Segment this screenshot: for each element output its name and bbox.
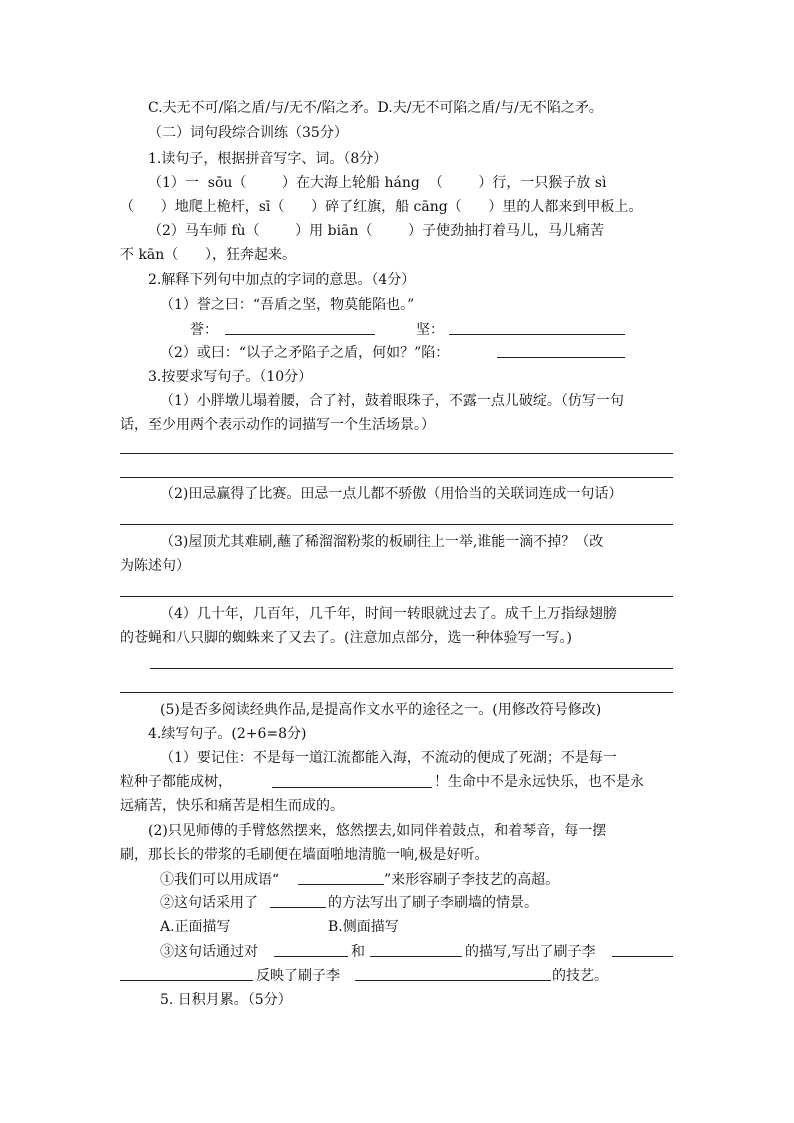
q4-sub-3-and: 和: [351, 944, 365, 960]
q4-sub-1-end: ”来形容刷子李技艺的高超。: [384, 872, 560, 888]
q4-sub-3-mid: 的描写,写出了刷子李: [465, 944, 596, 960]
q4-item-1c: 远痛苦，快乐和痛苦是相生而成的。: [120, 798, 344, 814]
q3-item-5: (5)是否多阅读经典作品,是提高作文水平的途径之一。(用修改符号修改): [160, 702, 602, 718]
q4-sub-3-start: ③这句话通过对: [160, 944, 258, 960]
q3-item-3a: （3)屋顶尤其难刷,蘸了稀溜溜粉浆的板刷往上一举,谁能一滴不掉？（改: [160, 534, 604, 550]
q4-sub-2-start: ②这句话采用了: [160, 895, 258, 911]
option-a[interactable]: A.正面描写: [160, 919, 231, 935]
answer-line[interactable]: [120, 477, 673, 478]
answer-blank-4[interactable]: [120, 980, 253, 981]
question-1-title: 1.读句子，根据拼音写字、词。（8分）: [148, 151, 388, 167]
option-b[interactable]: B.侧面描写: [328, 919, 399, 935]
q4-sub-1-start: ①我们可以用成语“: [160, 872, 280, 888]
answer-blank-2[interactable]: [370, 956, 462, 957]
answer-blank-5[interactable]: [355, 980, 551, 981]
q4-sub-3-end: 的技艺。: [552, 968, 608, 984]
answer-line[interactable]: [120, 596, 673, 597]
answer-line[interactable]: [120, 524, 673, 525]
q1-sentence-1b: （ ）地爬上桅杆，sī（ ）碎了红旗，船 cāng（ ）里的人都来到甲板上。: [120, 199, 643, 215]
q4-sub-2-end: 的方法写出了刷子李刷墙的情景。: [328, 895, 538, 911]
answer-blank-1[interactable]: [274, 956, 348, 957]
answer-blank-idiom[interactable]: [298, 884, 384, 885]
question-3-title: 3.按要求写句子。（10分）: [148, 369, 313, 385]
answer-line[interactable]: [120, 692, 673, 693]
question-2-title: 2.解释下列句中加点的字词的意思。（4分）: [148, 272, 416, 288]
q3-item-1b: 话，至少用两个表示动作的词描写一个生活场景。）: [120, 417, 435, 433]
answer-blank-xian[interactable]: [497, 357, 625, 358]
q2-label-yu: 誉：: [190, 322, 218, 338]
q4-item-1b-end: ！生命中不是永远快乐，也不是永: [434, 774, 644, 790]
answer-blank-jian[interactable]: [449, 334, 625, 335]
option-c-d: C.夫无不可/陷之盾/与/无不/陷之矛。D.夫/无不可陷之盾/与/无不陷之矛。: [148, 100, 603, 116]
q4-item-1a: （1）要记住：不是每一道江流都能入海，不流动的便成了死湖；不是每一: [160, 750, 617, 766]
answer-blank-method[interactable]: [270, 907, 326, 908]
q4-passage-b: 刷，那长长的带浆的毛刷便在墙面啪地清脆一响,极是好听。: [120, 847, 489, 863]
q1-sentence-2b: 不 kān（ ），狂奔起来。: [120, 247, 296, 263]
q3-item-2: （2)田忌赢得了比赛。田忌一点儿都不骄傲（用恰当的关联词连成一句话）: [160, 486, 623, 502]
answer-line[interactable]: [120, 453, 673, 454]
q4-item-1b-start: 粒种子都能成树，: [120, 774, 232, 790]
section-heading: （二）词句段综合训练（35分）: [148, 125, 348, 141]
answer-blank-continuation[interactable]: [272, 787, 432, 788]
q3-item-1a: （1）小胖墩儿塌着腰，合了衬，鼓着眼珠子，不露一点儿破绽。（仿写一句: [160, 393, 624, 409]
question-5-title: 5. 日积月累。（5分）: [160, 992, 292, 1008]
q2-label-jian: 坚：: [416, 322, 444, 338]
q1-sentence-1a: （1）一 sōu（ ）在大海上轮船 háng （ ）行，一只猴子放 sì: [148, 175, 607, 191]
answer-blank-yu[interactable]: [225, 334, 375, 335]
q3-item-3b: 为陈述句）: [120, 558, 190, 574]
question-4-title: 4.续写句子。(2+6=8分): [148, 726, 307, 742]
q3-item-4a: （4）几十年，几百年，几千年，时间一转眼就过去了。成千上万指绿翅膀: [160, 606, 617, 622]
answer-line[interactable]: [150, 668, 673, 669]
q2-item-1: （1）誉之曰：“吾盾之坚，物莫能陷也。”: [160, 297, 415, 313]
answer-blank-3[interactable]: [612, 956, 673, 957]
q4-passage-a: (2)只见师傅的手臂悠然摆来，悠然摆去,如同伴着鼓点，和着琴音，每一摆: [148, 823, 607, 839]
q2-item-2: （2）或曰：“以子之矛陷子之盾，何如？”陷：: [160, 345, 450, 361]
q1-sentence-2a: （2）马车师 fù（ ）用 biān（ ）子使劲抽打着马儿，马儿痛苦: [148, 223, 605, 239]
q4-sub-3-reflect: 反映了刷子李: [256, 968, 340, 984]
q3-item-4b: 的苍蝇和八只脚的蜘蛛来了又去了。(注意加点部分，选一种体验写一写。): [120, 630, 572, 646]
